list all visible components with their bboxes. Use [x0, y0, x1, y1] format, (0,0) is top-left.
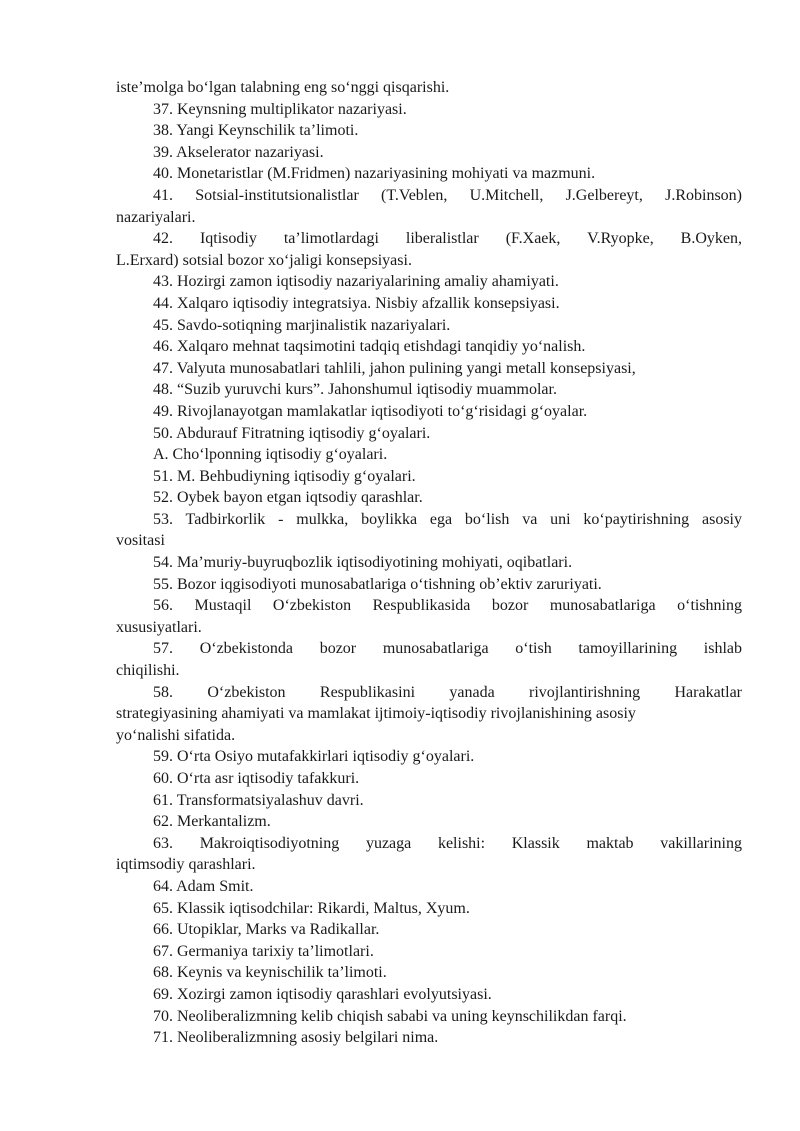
list-item-65: 65. Klassik iqtisodchilar: Rikardi, Maltus, Xyum.	[153, 899, 470, 917]
list-item-47: 47. Valyuta munosabatlari tahlili, jahon pulining yangi metall konsepsiyasi,	[153, 359, 636, 377]
list-item-57: 57. O‘zbekistonda bozor munosabatlariga o‘tish tamoyillarining ishlab	[153, 640, 742, 658]
list-item-54: 54. Ma’muriy-buyruqbozlik iqtisodiyotining mohiyati, oqibatlari.	[153, 554, 573, 572]
list-line: vositasi	[116, 532, 165, 550]
list-item-63: 63. Makroiqtisodiyotning yuzaga kelishi: Klassik maktab vakillarining	[153, 834, 742, 852]
list-item-49: 49. Rivojlanayotgan mamlakatlar iqtisodiyoti to‘g‘risidagi g‘oyalar.	[153, 402, 588, 420]
list-item-61: 61. Transformatsiyalashuv davri.	[153, 791, 364, 809]
list-line: iste’molga bo‘lgan talabning eng so‘nggi qisqarishi.	[116, 79, 450, 96]
list-item-66: 66. Utopiklar, Marks va Radikallar.	[153, 921, 380, 939]
list-line: yo‘nalishi sifatida.	[116, 726, 236, 744]
list-item-68: 68. Keynis va keynischilik ta’limoti.	[153, 964, 387, 982]
list-item-48: 48. “Suzib yuruvchi kurs”. Jahonshumul iqtisodiy muammolar.	[153, 381, 557, 399]
list-item-62: 62. Merkantalizm.	[153, 813, 271, 831]
list-item-40: 40. Monetaristlar (M.Fridmen) nazariyasining mohiyati va mazmuni.	[153, 165, 596, 183]
list-item-60: 60. O‘rta asr iqtisodiy tafakkuri.	[153, 770, 360, 787]
list-item-46: 46. Xalqaro mehnat taqsimotini tadqiq etishdagi tanqidiy yo‘nalish.	[153, 338, 586, 356]
list-item-55: 55. Bozor iqgisodiyoti munosabatlariga o‘tishning ob’ektiv zaruriyati.	[153, 575, 602, 593]
list-item-71: 71. Neoliberalizmning asosiy belgilari nima.	[153, 1029, 439, 1047]
list-item-67: 67. Germaniya tarixiy ta’limotlari.	[153, 942, 374, 960]
list-item-58: 58. O‘zbekiston Respublikasini yanada rivojlantirishning Harakatlar	[153, 683, 742, 701]
list-item-53: 53. Tadbirkorlik - mulkka, boylikka ega bo‘lish va uni ko‘paytirishning asosiy	[153, 510, 742, 528]
list-line: L.Erxard) sotsial bozor xo‘jaligi konsepsiyasi.	[116, 251, 412, 269]
list-item-52: 52. Oybek bayon etgan iqtsodiy qarashlar.	[153, 489, 423, 507]
list-item-64: 64. Adam Smit.	[153, 877, 254, 895]
list-item-43: 43. Hozirgi zamon iqtisodiy nazariyalarining amaliy ahamiyati.	[153, 273, 559, 291]
list-item-69: 69. Xozirgi zamon iqtisodiy qarashlari evolyutsiyasi.	[153, 985, 492, 1003]
list-item-37: 37. Keynsning multiplikator nazariyasi.	[153, 100, 407, 118]
list-item-38: 38. Yangi Keynschilik ta’limoti.	[153, 122, 359, 140]
list-item-56: 56. Mustaqil O‘zbekiston Respublikasida bozor munosabatlariga o‘tishning	[153, 597, 742, 615]
list-item-42: 42. Iqtisodiy ta’limotlardagi liberalistlar (F.Xaek, V.Ryopke, B.Oyken,	[153, 230, 742, 248]
list-item-a: A. Cho‘lponning iqtisodiy g‘oyalari.	[153, 446, 388, 464]
list-line: nazariyalari.	[116, 208, 196, 226]
list-line: strategiyasining ahamiyati va mamlakat ijtimoiy-iqtisodiy rivojlanishining asosiy	[116, 705, 636, 723]
list-line: iqtimsodiy qarashlari.	[116, 856, 256, 874]
list-line: chiqilishi.	[116, 662, 180, 680]
list-item-45: 45. Savdo-sotiqning marjinalistik nazariyalari.	[153, 316, 451, 334]
list-line: xususiyatlari.	[116, 618, 202, 636]
list-item-50: 50. Abdurauf Fitratning iqtisodiy g‘oyalari.	[153, 424, 431, 442]
list-item-44: 44. Xalqaro iqtisodiy integratsiya. Nisbiy afzallik konsepsiyasi.	[153, 294, 560, 312]
list-item-51: 51. M. Behbudiyning iqtisodiy g‘oyalari.	[153, 467, 416, 485]
list-item-70: 70. Neoliberalizmning kelib chiqish sababi va uning keynschilikdan farqi.	[153, 1007, 627, 1025]
list-item-41: 41. Sotsial-institutsionalistlar (T.Veblen, U.Mitchell, J.Gelbereyt, J.Robinson)	[153, 186, 742, 204]
list-item-59: 59. O‘rta Osiyo mutafakkirlari iqtisodiy g‘oyalari.	[153, 748, 475, 766]
list-item-39: 39. Akselerator nazariyasi.	[153, 143, 324, 161]
question-list	[116, 77, 742, 1049]
